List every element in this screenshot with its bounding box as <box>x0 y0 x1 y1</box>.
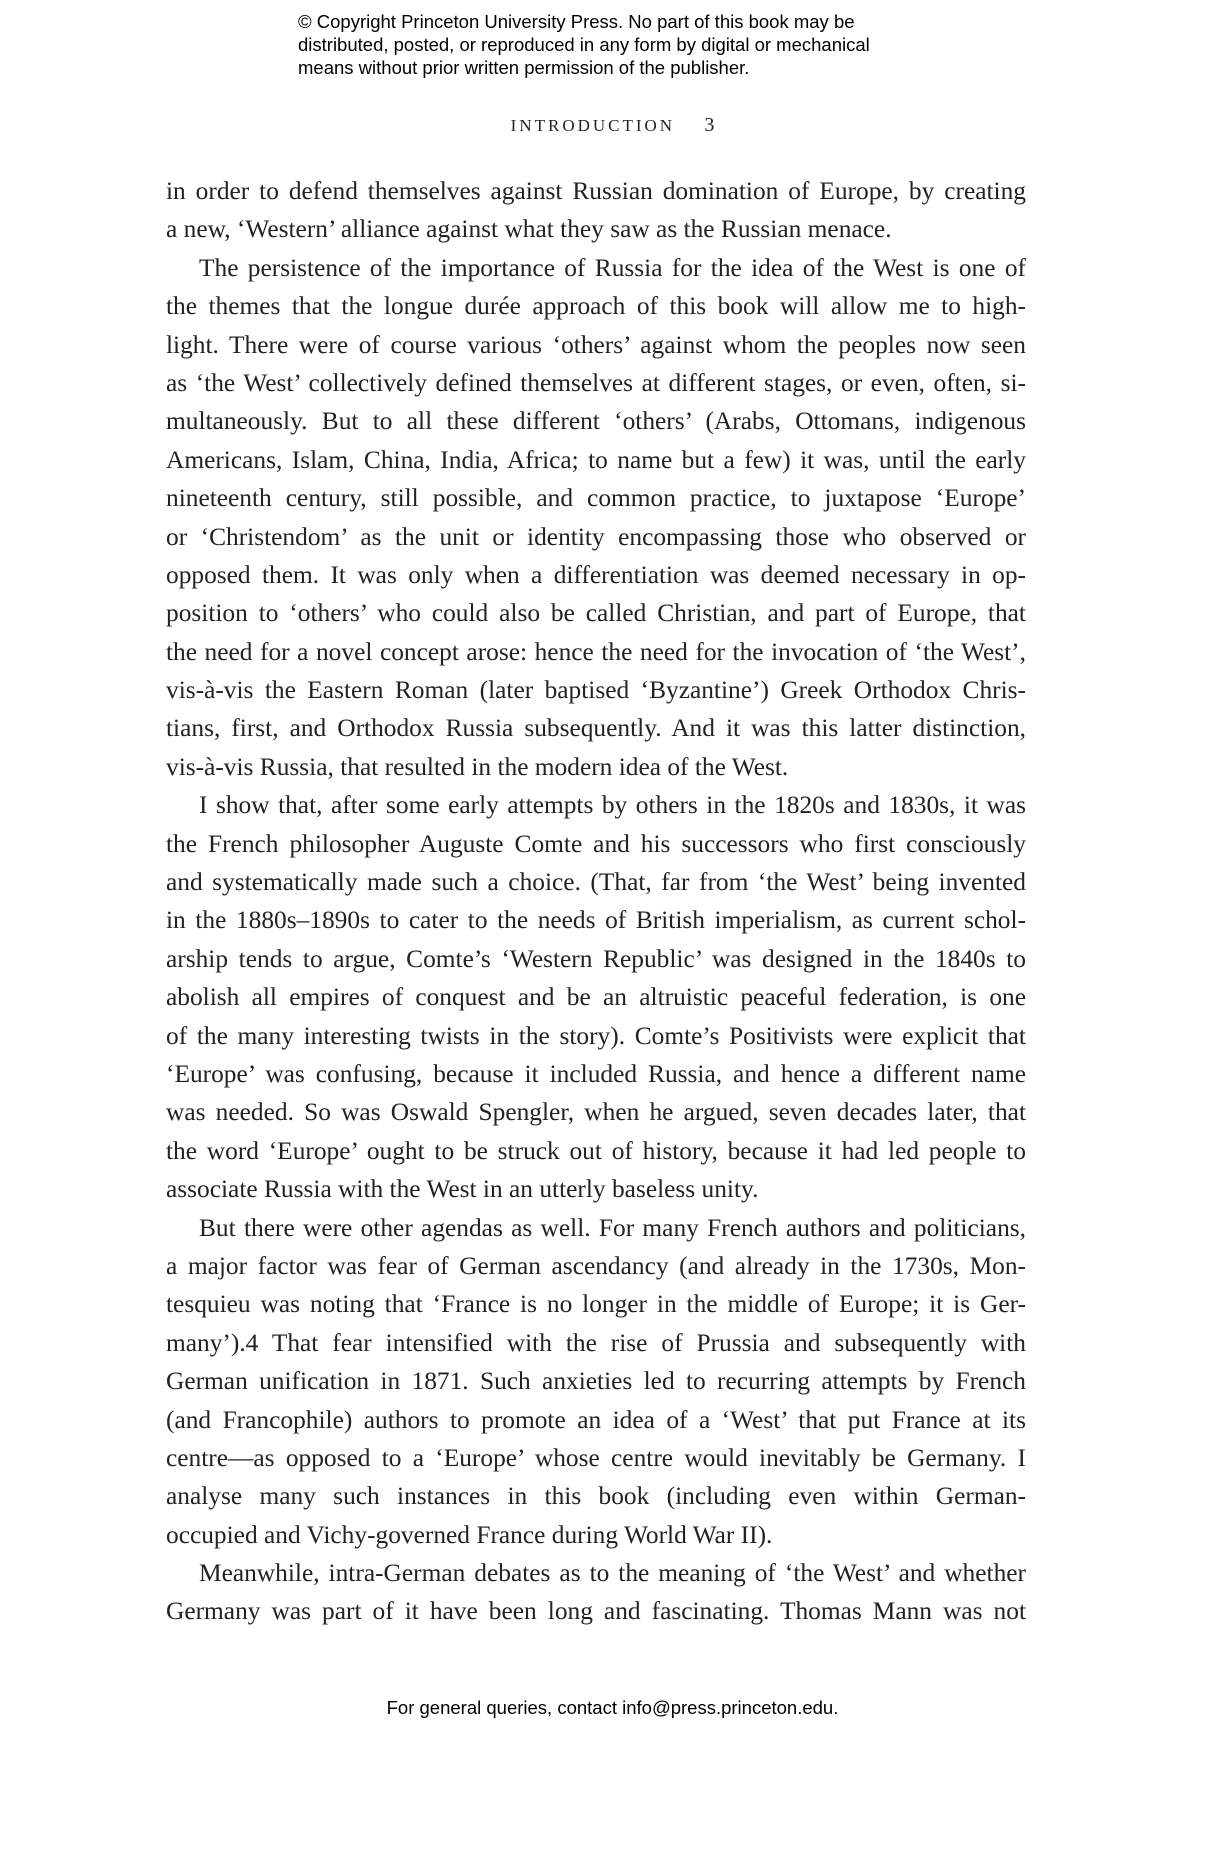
text-line: multaneously. But to all these different ‘others’ (Arabs, Ottomans, indigenous <box>166 407 1026 436</box>
text-line: nineteenth century, still possible, and common practice, to juxtapose ‘Europe’ <box>166 484 1026 513</box>
text-line: light. There were of course various ‘others’ against whom the peoples now seen <box>166 330 1026 359</box>
text-line: was needed. So was Oswald Spengler, when he argued, seven decades later, that <box>166 1098 1026 1127</box>
text-line: the French philosopher Auguste Comte and his successors who first consciously <box>166 829 1026 858</box>
body-text <box>166 172 1026 1631</box>
text-line: occupied and Vichy-governed France during World War II). <box>166 1520 773 1549</box>
text-line: analyse many such instances in this book (including even within German- <box>166 1482 1026 1511</box>
text-line: as ‘the West’ collectively defined themselves at different stages, or even, often, si- <box>166 368 1026 397</box>
footer-contact: For general queries, contact info@press.princeton.edu. <box>386 1697 839 1718</box>
running-head <box>0 114 1225 137</box>
chapter-title: INTRODUCTION <box>510 116 676 135</box>
text-line: position to ‘others’ who could also be called Christian, and part of Europe, that <box>166 599 1026 628</box>
copyright-line: distributed, posted, or reproduced in any form by digital or mechanical <box>298 34 870 55</box>
text-line: vis-à-vis the Eastern Roman (later baptised ‘Byzantine’) Greek Orthodox Chris- <box>166 676 1026 705</box>
text-line: tians, first, and Orthodox Russia subsequently. And it was this latter distinction, <box>166 714 1026 743</box>
text-line: the word ‘Europe’ ought to be struck out of history, because it had led people to <box>166 1136 1026 1165</box>
text-line: arship tends to argue, Comte’s ‘Western Republic’ was designed in the 1840s to <box>166 944 1026 973</box>
text-line: or ‘Christendom’ as the unit or identity encompassing those who observed or <box>166 522 1026 551</box>
text-line: tesquieu was noting that ‘France is no longer in the middle of Europe; it is Ger- <box>166 1290 1026 1319</box>
text-line: vis-à-vis Russia, that resulted in the modern idea of the West. <box>166 752 789 781</box>
text-line: many’).4 That fear intensified with the rise of Prussia and subsequently with <box>166 1328 1026 1357</box>
text-line: Americans, Islam, China, India, Africa; to name but a few) it was, until the early <box>166 445 1026 474</box>
text-line: Germany was part of it have been long and fascinating. Thomas Mann was not <box>166 1597 1026 1626</box>
copyright-notice <box>298 10 938 79</box>
text-line: ‘Europe’ was confusing, because it included Russia, and hence a different name <box>166 1059 1026 1088</box>
text-line: I show that, after some early attempts by others in the 1820s and 1830s, it was <box>199 791 1026 820</box>
text-line: associate Russia with the West in an utterly baseless unity. <box>166 1175 759 1204</box>
text-line: in order to defend themselves against Russian domination of Europe, by creating <box>166 177 1026 205</box>
text-line: opposed them. It was only when a differentiation was deemed necessary in op- <box>166 560 1026 589</box>
text-line: the need for a novel concept arose: hence the need for the invocation of ‘the West’, <box>166 637 1026 666</box>
text-line: German unification in 1871. Such anxieties led to recurring attempts by French <box>166 1367 1026 1396</box>
text-line: The persistence of the importance of Russia for the idea of the West is one of <box>199 253 1026 282</box>
text-line: abolish all empires of conquest and be an altruistic peaceful federation, is one <box>166 983 1026 1012</box>
text-line: centre—as opposed to a ‘Europe’ whose centre would inevitably be Germany. I <box>166 1443 1026 1472</box>
text-line: of the many interesting twists in the story). Comte’s Positivists were explicit that <box>166 1021 1026 1050</box>
text-line: the themes that the longue durée approach of this book will allow me to high- <box>166 292 1026 321</box>
copyright-line: © Copyright Princeton University Press. No part of this book may be <box>298 11 855 32</box>
text-line: in the 1880s–1890s to cater to the needs of British imperialism, as current schol- <box>166 906 1026 935</box>
text-line: But there were other agendas as well. For many French authors and politicians, <box>199 1213 1026 1242</box>
text-line: Meanwhile, intra-German debates as to the meaning of ‘the West’ and whether <box>199 1559 1026 1588</box>
text-line: (and Francophile) authors to promote an idea of a ‘West’ that put France at its <box>166 1405 1026 1434</box>
text-line: a major factor was fear of German ascendancy (and already in the 1730s, Mon- <box>166 1251 1026 1280</box>
copyright-line: means without prior written permission of the publisher. <box>298 57 750 78</box>
text-line: and systematically made such a choice. (That, far from ‘the West’ being invented <box>166 868 1026 897</box>
text-line: a new, ‘Western’ alliance against what they saw as the Russian menace. <box>166 215 892 244</box>
page-number: 3 <box>704 114 715 136</box>
